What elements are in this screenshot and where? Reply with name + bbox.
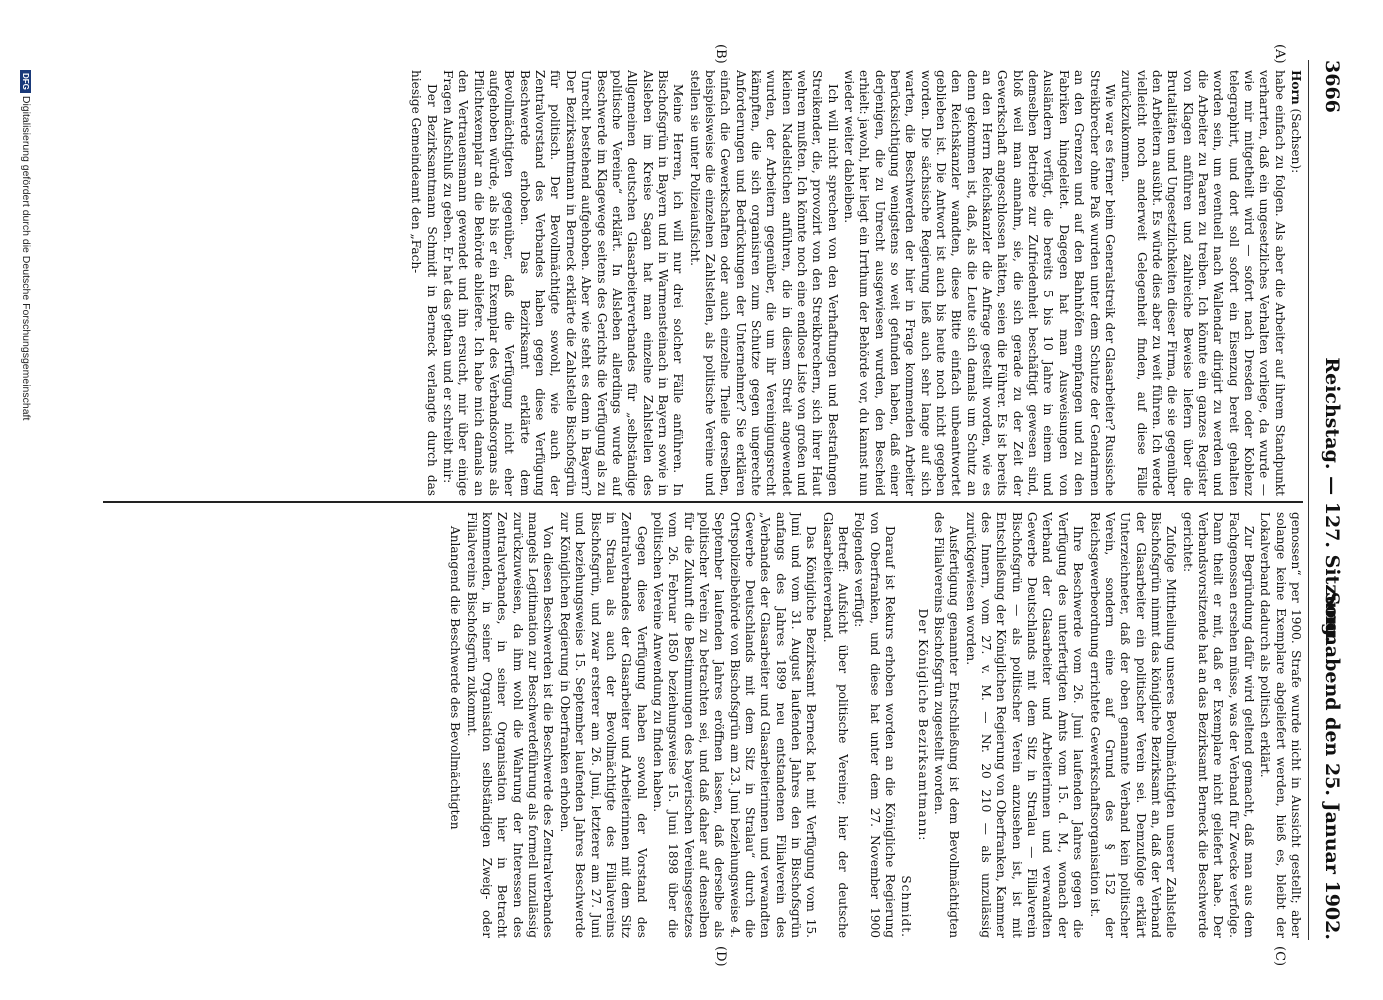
paragraph: Ich will nicht sprechen von den Verhaftungen und Bestrafungen Streikender, die, provozirt von den Streikbrechern, sich ihrer Haut wehren mußten. Ich könnte noch eine endlose Liste von großen und kleinen Nadelstichen anführen, die in diesem Streit angewendet wurden, der Arbeitern gegenüber, die um ihr Vereinigungsrecht kämpften, die sich organisiren zum Schutze gegen ungerechte Anforderungen und Bedrückungen der Unternehmer? Sie erklären einfach die Gewerkschaften oder auch einzelne Theile derselben, beispielsweise die einzelnen Zahlstellen, als politische Vereine und stellen sie unter Polizeiaufsicht.: [687, 70, 840, 496]
paragraph: Zufolge Mittheilung unseres Bevollmächtigten unserer Zahlstelle Bischofsgrün nimmt das königliche Bezirksamt an, daß der Verband der Glasarbeiter ein politischer Verein sei. Demzufolge erklärt Unterzeichneter, daß der oben genannte Verband kein politischer Verein, sondern eine auf Grund des § 152 der Reichsgewerbeordnung errichtete Gewerkschaftsorganisation ist.: [1087, 512, 1179, 938]
paragraph: Wie war es ferner beim Generalstreik der Glasarbeiter? Russische Streikbrecher ohne Paß wurden unter dem Schutze der Gendarmen an den Grenzen und auf den Bahnhöfen empfangen und zu den Fabriken hingeleitet. Dagegen hat man Ausweisungen von Ausländern verfügt, die bereits 5 bis 10 Jahre in einem und demselben Betriebe zur Zufriedenheit beschäftigt gewesen sind, bloß weil man annahm, sie, die sich gerade zu der Zeit der Gewerkschaft angeschlossen hätten, seien die Führer. Es ist bereits an den Herrn Reichskanzler die Anfrage gestellt worden, wie es denn gekommen ist, daß, als die Leute sich damals um Schutz an den Reichskanzler wandten, diese Bitte einfach unbeantwortet geblieben ist. Die Antwort ist auch bis heute noch nicht gegeben worden. Die sächsische Regierung ließ auch sehr lange auf sich warten, die Beschwerden der hier in Frage kommenden Arbeiter berücksichtigung wenigstens so weit gefunden haben, daß einer derjenigen, die zu Unrecht ausgewiesen wurden, den Bescheid erhielt: jawohl, hier liegt ein Irrthum der Behörde vor, du kannst nun wieder weiter dableiben.: [842, 70, 1117, 496]
paragraph: Anlangend die Beschwerde des Bevollmächtigten: [448, 526, 463, 830]
paragraph: Ausfertigung genannter Entschließung ist dem Bevollmächtigten des Filialvereins Bischofsgrün zugestellt worden.: [932, 512, 962, 938]
signature-authority: Der Königliche Bezirksamtmann:: [915, 608, 930, 842]
speaker-line: [1288, 70, 1303, 496]
header-rule: [1308, 60, 1309, 940]
margin-marker-a: (A): [1272, 44, 1287, 64]
page-header: [1311, 60, 1351, 940]
session-date: Sonnabend den 25. Januar 1902.: [1321, 591, 1343, 940]
paragraph: Der Bezirksamtmann Schmidt in Berneck verlangte durch das hiesige Gemeindeamt den „Fach-: [409, 70, 439, 496]
page-number: 3666: [1321, 60, 1343, 113]
margin-marker-d: (D): [713, 946, 728, 967]
margin-marker-c: (C): [1272, 946, 1287, 967]
speaker-name: Horn: [1289, 70, 1303, 105]
signature-name: Schmidt.: [899, 875, 914, 938]
paragraph: genossen“ per 1900. Strafe wurde nicht in Aussicht gestellt; aber solange keine Exemplare abgeliefert werden, hieß es, bleibt der Lokalverband dadurch als politisch erklärt.: [1258, 512, 1303, 938]
digitization-footer: [20, 70, 32, 420]
paragraph: Zur Begründung dafür wird geltend gemacht, daß man aus dem Fachgenossen ersehen müsse, was der Verband für Zwecke verfolge. Dann theilt er mit, daß er Exemplare nicht geliefert habe. Der Verbandsvorsitzende hat an das Bezirksamt Berneck die Beschwerde gerichtet:: [1180, 512, 1256, 938]
paragraph: Gegen diese Verfügung haben sowohl der Vorstand des Zentralverbandes der Glasarbeiter und Arbeiterinnen mit dem Sitz in Stralau als auch der Bevollmächtigte des Filialvereins Bischofsgrün, und zwar ersterer am 26. Juni, letzterer am 27. Juni und beziehungsweise 15. September laufenden Jahres Beschwerde zur Königlichen Regierung in Oberfranken erhoben.: [557, 512, 649, 938]
paragraph: Von diesen Beschwerden ist die Beschwerde des Zentralverbandes mangels Legitimation zur Beschwerdeführung als formell unzulässig zurückzuweisen, da ihm wohl die Wahrung der Interessen des Zentralverbandes, in seiner Organisation hier in Betracht kommenden, in seiner Organisation selbständigen Zweig- oder Filialvereins Bischofsgrün zukommt.: [464, 512, 556, 938]
column-divider: [103, 501, 1303, 503]
running-title: Reichstag. — 127. Sitzung.: [1321, 357, 1343, 643]
right-column: [113, 512, 1303, 938]
margin-marker-b: (B): [713, 44, 728, 64]
paragraph: Betreff: Aufsicht über politische Vereine; hier der deutsche Glasarbeiterverband.: [820, 512, 851, 938]
left-column: [113, 70, 1303, 496]
footer-text: Digitalisierung gefördert durch die Deutsche Forschungsgemeinschaft: [20, 95, 32, 421]
speaker-suffix: (Sachsen):: [1289, 108, 1303, 174]
paragraph: habe einfach zu folgen. Als aber die Arbeiter auf ihrem Standpunkt verharrten, daß ein ungesetzliches Verhalten vorliege, da wurde — wie mir mitgetheilt wird — sofort nach Dresden oder Koblenz telegraphirt, und dort soll sofort ein Eisenzug bereit gehalten worden sein, um eventuell nach Wallendar dirigirt zu werden und die Arbeiter zu Paaren zu treiben. Ich könnte ein ganzes Register von Klagen anführen und zahlreiche Beweise liefern über die Brutalitäten und Ungesetzlichkeiten dieser Firma, die sie gegenüber den Arbeitern ausübt. Es würde dies aber zu weit führen. Ich werde vielleicht noch anderweit Gelegenheit finden, auf diese Fälle zurückzukommen.: [1119, 70, 1287, 496]
paragraph: Ihre Beschwerde vom 26. Juni laufenden Jahres gegen die Verfügung des unterfertigten Amts vom 15. d. M., wonach der Verband der Glasarbeiter und Arbeiterinnen und verwandten Gewerbe Deutschlands mit dem Sitz in Stralau — Filialverein Bischofsgrün — als politischer Verein anzusehen ist, ist mit Entschließung der Königlichen Regierung von Oberfranken, Kammer des Innern, vom 27. v. M. — Nr. 20 210 — als unzulässig zurückgewiesen worden.: [963, 512, 1086, 938]
paragraph: Das Königliche Bezirksamt Berneck hat mit Verfügung vom 15. Juni und vom 31. August laufenden Jahres den in Bischofsgrün anfangs des Jahres 1899 neu entstandenen Filialverein des „Verbandes der Glasarbeiter und Glasarbeiterinnen und verwandten Gewerbe Deutschlands mit dem Sitz in Stralau“ durch die Ortspolizeibehörde von Bischofsgrün am 23. Juni beziehungsweise 4. September laufenden Jahres eröffnen lassen, daß derselbe als politischer Verein zu betrachten sei, und daß daher auf denselben für die Zukunft die Bestimmungen des bayerischen Vereinsgesetzes vom 26. Februar 1850 beziehungsweise 15. Juni 1898 über die politischen Vereine Anwendung zu finden haben.: [650, 512, 819, 938]
paragraph: Meine Herren, ich will nur drei solcher Fälle anführen. In Bischofsgrün in Bayern und in Warmensteinach in Bayern sowie in Alsleben im Kreise Sagan hat man einzelne Zahlstellen des Allgemeinen deutschen Glasarbeiterverbandes für „selbständige politische Vereine“ erklärt. In Alsleben allerdings wurde auf Beschwerde im Klagewege seitens des Gerichts die Verfügung als zu Unrecht bestehend aufgehoben. Aber wie steht es denn in Bayern? Der Bezirksamtmann in Berneck erklärte die Zahlstelle Bischofsgrün für politisch. Der Bevollmächtigte sowohl, wie auch der Zentralvorstand des Verbandes haben gegen diese Verfügung Beschwerde erhoben. Das Bezirksamt erklärte dem Bevollmächtigten gegenüber, daß die Verfügung nicht eher aufgehoben würde, als bis er ein Exemplar des Verbandsorgans als Pflichtexemplar an die Behörde abliefere. Ich habe mich damals an den Vertrauensmann gewendet und ihn ersucht, mir über einige Fragen Aufschluß zu geben. Er hat das gethan und er schreibt mir:: [441, 70, 686, 496]
paragraph: Darauf ist Rekurs erhoben worden an die Königliche Regierung von Oberfranken, und diese hat unter dem 27. November 1900 Folgendes verfügt:: [852, 512, 898, 938]
dfg-logo: DFG: [20, 70, 31, 93]
